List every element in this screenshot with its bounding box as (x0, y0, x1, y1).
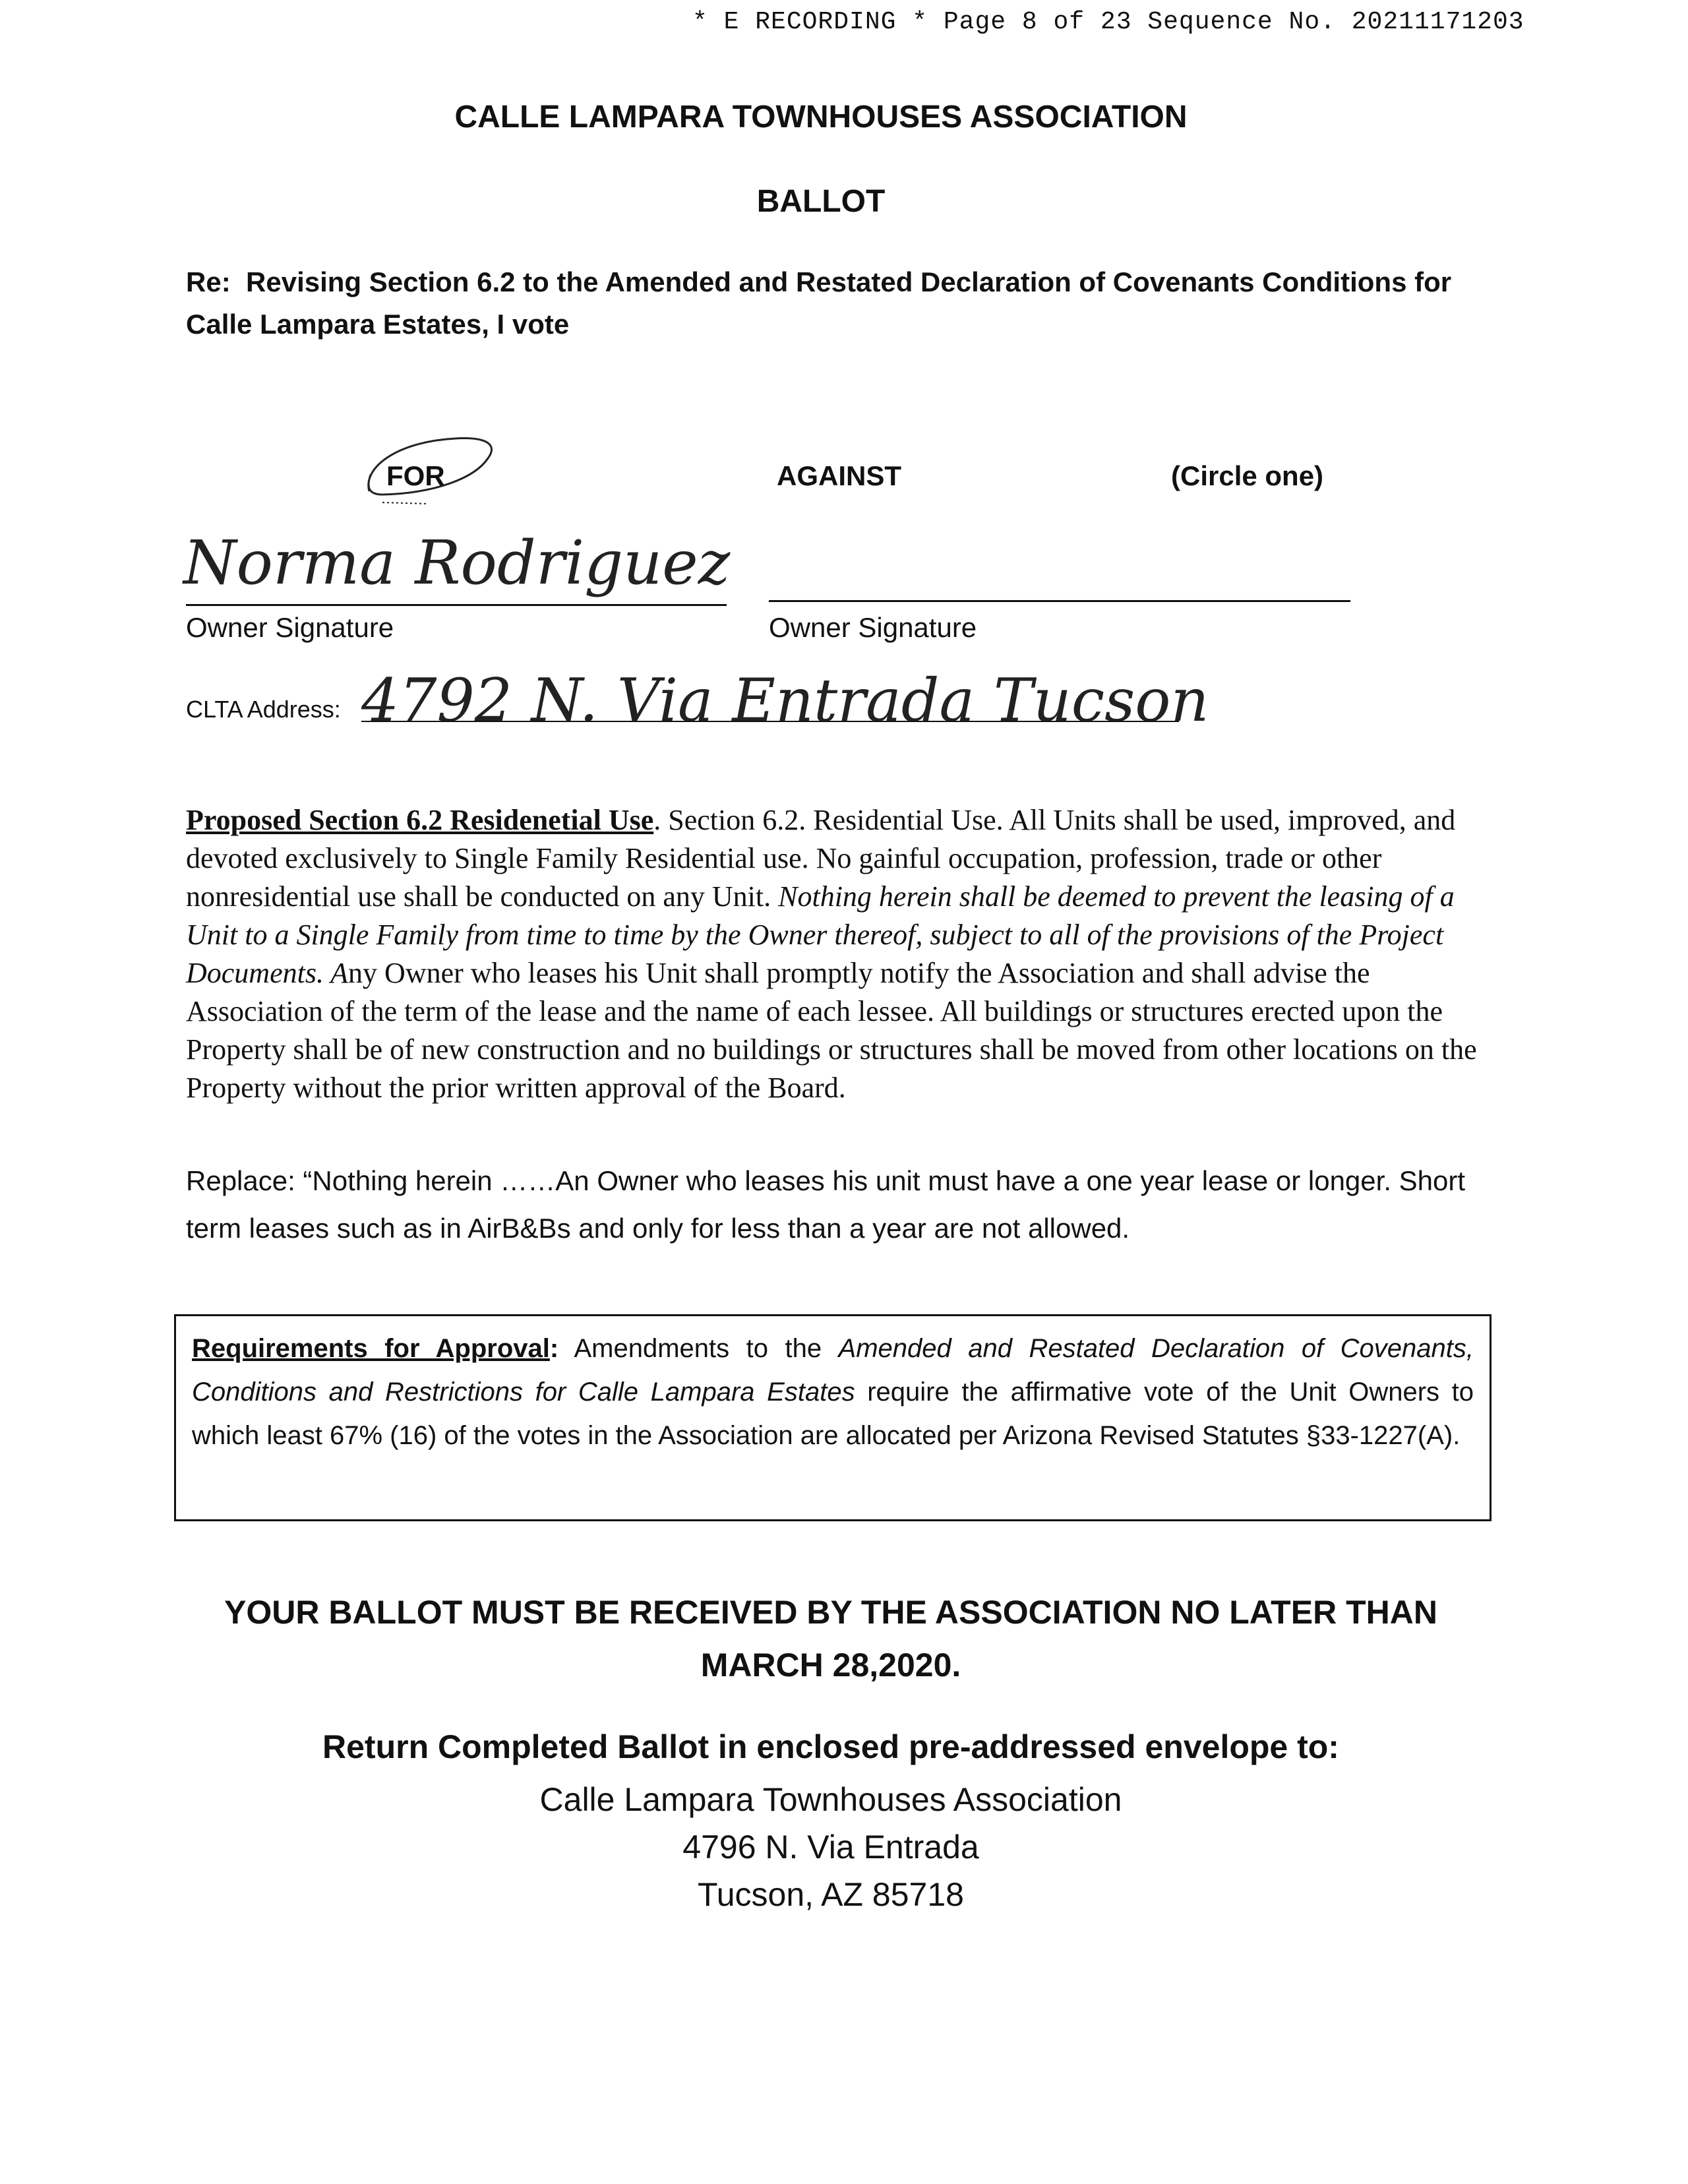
deadline-notice (0, 1586, 1662, 1691)
deadline-line-2: MARCH 28,2020. (700, 1647, 961, 1684)
deadline-line-1: YOUR BALLOT MUST BE RECEIVED BY THE ASSOCIATION NO LATER THAN (224, 1594, 1437, 1631)
vote-for-label: FOR (386, 460, 445, 491)
address-handwritten: 4792 N. Via Entrada Tucson (361, 666, 1209, 735)
address-line (361, 721, 1179, 722)
requirements-label: Requirements for Approval (192, 1334, 550, 1363)
section-text-2: ny Owner who leases his Unit shall promptly notify the Association and shall advise the Association of the term of the lease and the name of each lessee. All buildings or structures erected upon the Property shall be of new construction and no buildings or structures shall be moved from other locations on the Property without the prior written approval of the Board. (186, 957, 1477, 1104)
re-prefix: Re: (186, 266, 231, 297)
requirements-text-italic: Amended and Restated Declaration of Covenants, Conditions and Restrictions for Calle Lampara Estates (192, 1334, 1474, 1407)
hand-drawn-circle (356, 429, 501, 514)
recording-header: * E RECORDING * Page 8 of 23 Sequence No. 20211171203 (692, 8, 1524, 36)
owner1-signature-line (186, 604, 727, 606)
section-text-1: . Section 6.2. Residential Use. All Units shall be used, improved, and devoted exclusively to Single Family Residential use. No gainful occupation, profession, trade or other nonresidential use shall be conducted on any Unit. (186, 804, 1456, 913)
owner2-signature-line (769, 600, 1350, 602)
requirements-colon: : (549, 1334, 559, 1363)
return-line-2: 4796 N. Via Entrada (682, 1829, 979, 1866)
return-title: Return Completed Ballot in enclosed pre-addressed envelope to: (322, 1728, 1339, 1765)
owner2-signature-label: Owner Signature (769, 612, 977, 643)
requirements-text-2: require the affirmative vote of the Unit Owners to which least 67% (16) of the votes in the Association are allocated per Arizona Revised Statutes §33-1227(A). (192, 1378, 1474, 1450)
requirements-box (174, 1314, 1492, 1521)
proposed-section-text (186, 801, 1505, 1107)
section-text-italic: Nothing herein shall be deemed to prevent the leasing of a Unit to a Single Family from time to time by the Owner thereof, subject to all of the provisions of the Project Documents. A (186, 880, 1455, 989)
owner1-signature: Norma Rodriguez (183, 528, 731, 598)
requirements-text-1: Amendments to the (558, 1334, 839, 1363)
vote-option-against[interactable]: AGAINST (777, 460, 901, 491)
return-line-1: Calle Lampara Townhouses Association (539, 1781, 1122, 1818)
replace-text: Replace: “Nothing herein ……An Owner who leases his unit must have a one year lease or longer. Short term leases such as in AirB&Bs and only for less than a year are not allowed. (186, 1165, 1466, 1244)
ballot-title: BALLOT (756, 184, 886, 219)
ballot-subject (186, 261, 1505, 346)
re-text: Revising Section 6.2 to the Amended and Restated Declaration of Covenants Conditions for Calle Lampara Estates, I vote (186, 266, 1452, 340)
section-heading: Proposed Section 6.2 Residenetial Use (186, 804, 654, 836)
address-label: CLTA Address: (186, 696, 341, 723)
vote-instruction: (Circle one) (1171, 460, 1324, 491)
return-line-3: Tucson, AZ 85718 (698, 1876, 964, 1913)
association-title: CALLE LAMPARA TOWNHOUSES ASSOCIATION (454, 100, 1188, 135)
owner1-signature-label: Owner Signature (186, 612, 394, 643)
